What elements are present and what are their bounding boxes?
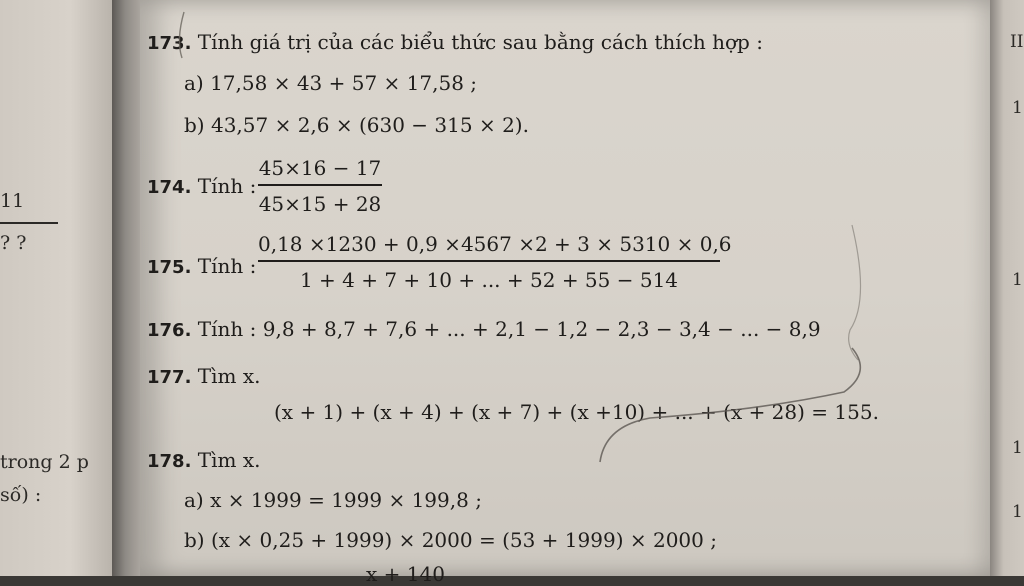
problem-175-label: Tính : [197, 254, 257, 278]
problem-173-part-b: b) 43,57 × 2,6 × (630 − 315 × 2). [184, 113, 529, 137]
right-fragment-1: II [1010, 32, 1024, 52]
problem-174-denominator: 45×15 + 28 [258, 192, 382, 216]
problem-175-number: 175. [147, 257, 192, 278]
problem-173-text: Tính giá trị của các biểu thức sau bằng cách thích hợp : [197, 30, 763, 54]
right-fragment-2: 1 [1012, 98, 1023, 118]
right-fragment-4: 1 [1012, 438, 1023, 458]
problem-173-part-a: a) 17,58 × 43 + 57 × 17,58 ; [184, 71, 478, 95]
problem-177-number: 177. [147, 367, 192, 388]
left-fragment-11: 11 [0, 190, 25, 212]
problem-174-label: Tính : [197, 174, 257, 198]
problem-176-text: Tính : 9,8 + 8,7 + 7,6 + ... + 2,1 − 1,2 − 2,3 − 3,4 − ... − 8,9 [197, 317, 821, 341]
right-fragment-5: 1 [1012, 502, 1023, 522]
right-fragment-3: 1 [1012, 270, 1023, 290]
problem-177-equation: (x + 1) + (x + 4) + (x + 7) + (x +10) + ... + (x + 28) = 155. [274, 400, 879, 424]
problem-175-denominator: 1 + 4 + 7 + 10 + ... + 52 + 55 − 514 [299, 268, 679, 292]
problem-177-label: Tìm x. [197, 364, 261, 388]
left-fragment-trong: trong 2 p [0, 451, 89, 473]
problem-178-part-a: a) x × 1999 = 1999 × 199,8 ; [184, 488, 482, 512]
pencil-bracket-177 [600, 348, 860, 462]
pencil-stroke-173 [179, 12, 184, 58]
pencil-curve-margin [849, 225, 861, 360]
problem-176-number: 176. [147, 320, 192, 341]
left-fragment-so: số) : [0, 484, 42, 506]
problem-174-numerator: 45×16 − 17 [258, 156, 382, 180]
problem-178-label: Tìm x. [197, 448, 261, 472]
problem-178-part-b: b) (x × 0,25 + 1999) × 2000 = (53 + 1999) × 2000 ; [184, 528, 717, 552]
left-fragment-question: ? ? [0, 232, 27, 254]
problem-174-number: 174. [147, 177, 192, 198]
problem-173-number: 173. [147, 33, 192, 54]
problem-178-part-c-partial: x + 140 [366, 562, 445, 586]
problem-178-number: 178. [147, 451, 192, 472]
problem-175-numerator: 0,18 ×1230 + 0,9 ×4567 ×2 + 3 × 5310 × 0,6 [258, 232, 732, 256]
